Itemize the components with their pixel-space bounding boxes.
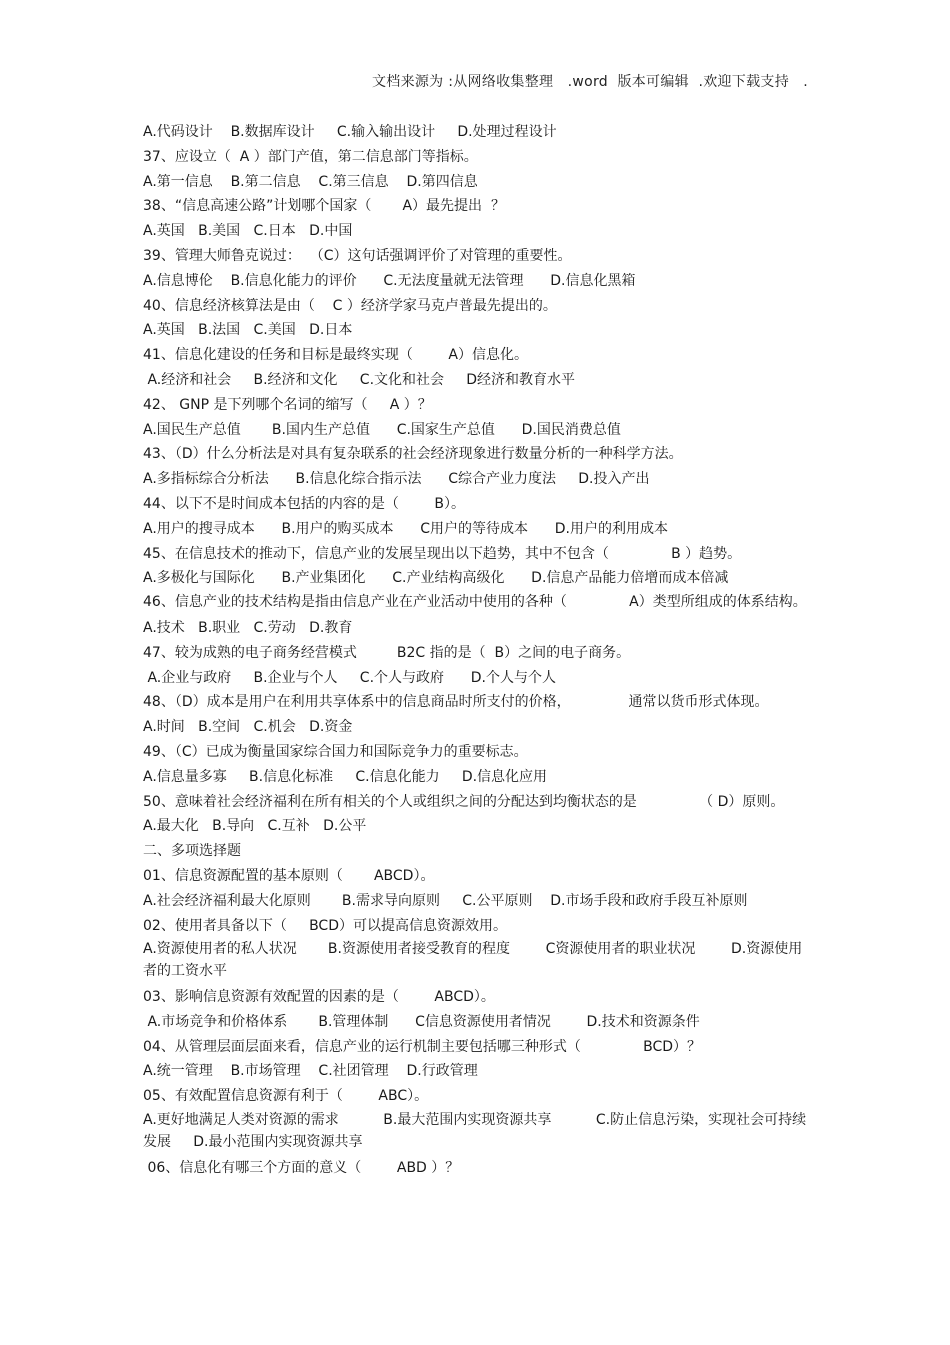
- options-50: A.最大化 B.导向 C.互补 D.公平: [143, 818, 367, 835]
- options-m02: A.资源使用者的私人状况 B.资源使用者接受教育的程度 C资源使用者的职业状况 D.资源使用者的工资水平: [143, 941, 803, 980]
- question-40: 40、信息经济核算法是由（ C ）经济学家马克卢普最先提出的。: [143, 297, 557, 314]
- question-42: 42、 GNP 是下列哪个名词的缩写（ A ）？: [143, 396, 432, 413]
- question-50: 50、意味着社会经济福利在所有相关的个人或组织之间的分配达到均衡状态的是 （ D）原则。: [143, 793, 785, 810]
- question-47: 47、较为成熟的电子商务经营模式 B2C 指的是（ B）之间的电子商务。: [143, 644, 631, 661]
- options-37: A.第一信息 B.第二信息 C.第三信息 D.第四信息: [143, 173, 478, 190]
- question-48: 48、（D）成本是用户在利用共享体系中的信息商品时所支付的价格， 通常以货币形式体现。: [143, 694, 769, 711]
- options-m03: A.市场竞争和价格体系 B.管理体制 C信息资源使用者情况 D.技术和资源条件: [143, 1013, 700, 1030]
- question-m04: 04、从管理层面层面来看，信息产业的运行机制主要包括哪三种形式（ BCD）？: [143, 1038, 702, 1055]
- question-m01: 01、信息资源配置的基本原则（ ABCD）。: [143, 867, 435, 884]
- question-49: 49、（C）已成为衡量国家综合国力和国际竞争力的重要标志。: [143, 743, 528, 760]
- question-m02: 02、使用者具备以下（ BCD）可以提高信息资源效用。: [143, 917, 507, 934]
- options-m04: A.统一管理 B.市场管理 C.社团管理 D.行政管理: [143, 1063, 478, 1080]
- options-m05: A.更好地满足人类对资源的需求 B.最大范围内实现资源共享 C.防止信息污染，实现社会可持续发展 D.最小范围内实现资源共享: [143, 1112, 807, 1151]
- question-39: 39、管理大师鲁克说过： （C）这句话强调评价了对管理的重要性。: [143, 247, 572, 264]
- question-m05: 05、有效配置信息资源有利于（ ABC）。: [143, 1088, 429, 1105]
- question-38: 38、“信息高速公路”计划哪个国家（ A）最先提出 ？: [143, 198, 505, 215]
- question-37: 37、应设立（ A ）部门产值，第二信息部门等指标。: [143, 148, 478, 165]
- options-49: A.信息量多寡 B.信息化标准 C.信息化能力 D.信息化应用: [143, 768, 548, 785]
- options-42: A.国民生产总值 B.国内生产总值 C.国家生产总值 D.国民消费总值: [143, 421, 621, 438]
- question-45: 45、在信息技术的推动下，信息产业的发展呈现出以下趋势，其中不包含（ B ）趋势。: [143, 545, 742, 562]
- options-m01: A.社会经济福利最大化原则 B.需求导向原则 C.公平原则 D.市场手段和政府手段互补原则: [143, 892, 748, 909]
- question-m06: 06、信息化有哪三个方面的意义（ ABD ）？: [143, 1159, 460, 1176]
- options-40: A.英国 B.法国 C.美国 D.日本: [143, 322, 353, 339]
- options-41: A.经济和社会 B.经济和文化 C.文化和社会 D经济和教育水平: [143, 371, 576, 388]
- text-line: A.代码设计 B.数据库设计 C.输入输出设计 D.处理过程设计: [143, 124, 557, 140]
- question-46: 46、信息产业的技术结构是指由信息产业在产业活动中使用的各种（ A）类型所组成的体系结构。: [143, 594, 807, 611]
- options-44: A.用户的搜寻成本 B.用户的购买成本 C用户的等待成本 D.用户的利用成本: [143, 520, 668, 537]
- question-41: 41、信息化建设的任务和目标是最终实现（ A）信息化。: [143, 347, 528, 364]
- question-43: 43、（D）什么分析法是对具有复杂联系的社会经济现象进行数量分析的一种科学方法。: [143, 446, 683, 463]
- question-44: 44、以下不是时间成本包括的内容的是（ B）。: [143, 495, 466, 512]
- question-m03: 03、影响信息资源有效配置的因素的是（ ABCD）。: [143, 989, 495, 1006]
- page-header-note: 文档来源为 :从网络收集整理 .word 版本可编辑 .欢迎下载支持 .: [371, 74, 808, 90]
- options-46: A.技术 B.职业 C.劳动 D.教育: [143, 619, 353, 636]
- options-39: A.信息博伦 B.信息化能力的评价 C.无法度量就无法管理 D.信息化黑箱: [143, 272, 636, 289]
- document-body: [143, 120, 808, 1181]
- options-48: A.时间 B.空间 C.机会 D.资金: [143, 719, 353, 736]
- options-38: A.英国 B.美国 C.日本 D.中国: [143, 223, 353, 240]
- options-47: A.企业与政府 B.企业与个人 C.个人与政府 D.个人与个人: [143, 669, 556, 686]
- options-45: A.多极化与国际化 B.产业集团化 C.产业结构高级化 D.信息产品能力倍增而成本倍减: [143, 570, 729, 587]
- section-heading: 二、多项选择题: [143, 843, 241, 860]
- options-43: A.多指标综合分析法 B.信息化综合指示法 C综合产业力度法 D.投入产出: [143, 471, 650, 488]
